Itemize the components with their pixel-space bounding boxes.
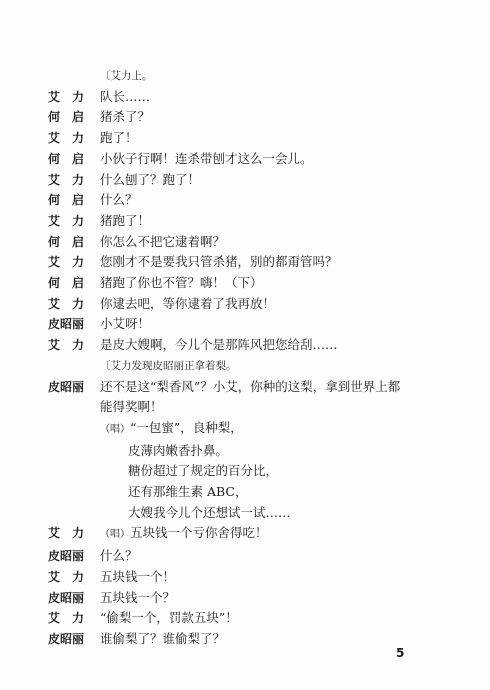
- dialogue-text: 小伙子行啊！连杀带刨才这么一会儿。: [100, 150, 313, 166]
- song-text-container: [100, 523, 468, 546]
- dialogue-line: [48, 567, 468, 588]
- dialogue-text: 你逮去吧，等你逮着了我再放！: [100, 295, 276, 311]
- dialogue-line: [48, 273, 468, 294]
- dialogue-continuation: [48, 397, 468, 418]
- sing-marker: （唱）: [100, 529, 130, 541]
- dialogue-line: [48, 546, 468, 567]
- speaker-name: 艾 力: [48, 131, 85, 146]
- page-number: 5: [396, 646, 405, 660]
- stage-direction-text: 〔艾力上。: [100, 70, 153, 82]
- song-text: 大嫂我今儿个还想试一试……: [128, 504, 291, 520]
- speaker-name: 何 启: [48, 193, 85, 208]
- song-line: [48, 461, 468, 482]
- dialogue-line: [48, 629, 468, 650]
- dialogue-text: 是皮大嫂啊，今儿个是那阵风把您给刮……: [100, 337, 338, 353]
- dialogue-text: 五块钱一个！: [100, 568, 176, 584]
- song-text: 还有那维生素 ABC，: [128, 484, 248, 500]
- speaker-name: 艾 力: [48, 213, 85, 228]
- dialogue-text: 小艾呀！: [100, 316, 151, 332]
- speaker-name: 艾 力: [48, 172, 85, 187]
- speaker-name: 艾 力: [48, 338, 85, 353]
- dialogue-line: [48, 87, 468, 108]
- dialogue-text: 什么？: [100, 548, 138, 564]
- speaker-name: 皮昭丽: [48, 379, 85, 394]
- speaker-name: 艾 力: [48, 611, 85, 626]
- dialogue-line: [48, 377, 468, 398]
- speaker-name: 皮昭丽: [48, 317, 85, 332]
- speaker-name: 艾 力: [48, 255, 85, 270]
- song-line: [48, 418, 468, 441]
- dialogue-text: 什么刨了？跑了！: [100, 171, 201, 187]
- stage-direction: [48, 356, 468, 377]
- speaker-name: 何 启: [48, 234, 85, 249]
- dialogue-text: 谁偷梨了？谁偷梨了？: [100, 630, 226, 646]
- dialogue-text: 五块钱一个亏你舍得吃！: [130, 525, 268, 541]
- dialogue-line: [48, 128, 468, 149]
- dialogue-text: 猪杀了？: [100, 109, 151, 125]
- speaker-name: 艾 力: [48, 89, 85, 104]
- dialogue-line: [48, 107, 468, 128]
- dialogue-text: 什么？: [100, 192, 138, 208]
- speaker-name: 何 启: [48, 276, 85, 291]
- dialogue-line: [48, 335, 468, 356]
- song-text: 皮薄肉嫩香扑鼻。: [128, 442, 229, 458]
- dialogue-text: 还不是这“梨香风”？小艾，你种的这梨，拿到世界上都: [100, 378, 401, 394]
- dialogue-text: 队长……: [100, 88, 151, 104]
- dialogue-line: [48, 149, 468, 170]
- dialogue-line: [48, 608, 468, 629]
- stage-direction-text: 〔艾力发现皮昭丽正拿着梨。: [100, 359, 237, 372]
- dialogue-text: 五块钱一个？: [100, 589, 176, 605]
- song-text-container: [100, 418, 468, 441]
- speaker-name: 何 启: [48, 110, 85, 125]
- speaker-name: 艾 力: [48, 296, 85, 311]
- dialogue-text: 跑了！: [100, 130, 138, 146]
- dialogue-line: [48, 170, 468, 191]
- speaker-name: 何 启: [48, 151, 85, 166]
- speaker-name: 皮昭丽: [48, 631, 85, 646]
- dialogue-text: 猪跑了！: [100, 212, 151, 228]
- speaker-name: 艾 力: [48, 526, 85, 541]
- dialogue-text: “偷梨一个，罚款五块”！: [100, 610, 238, 626]
- dialogue-text: 你怎么不把它逮着啊？: [100, 233, 226, 249]
- song-line: [48, 503, 468, 524]
- song-line: [48, 441, 468, 462]
- speaker-name: 皮昭丽: [48, 590, 85, 605]
- dialogue-line: [48, 190, 468, 211]
- dialogue-line: [48, 294, 468, 315]
- dialogue-text: 猪跑了你也不管？嗨！（下）: [100, 275, 263, 291]
- script-body: [48, 66, 468, 650]
- song-text: “一包蜜”，良种梨，: [130, 419, 243, 435]
- dialogue-text: 您刚才不是要我只管杀猪，别的都甭管吗？: [100, 254, 338, 270]
- speaker-name: 皮昭丽: [48, 549, 85, 564]
- sing-marker: （唱）: [100, 423, 130, 435]
- dialogue-line: [48, 314, 468, 335]
- speaker-name: 艾 力: [48, 569, 85, 584]
- dialogue-line: [48, 523, 468, 546]
- stage-direction: [48, 66, 468, 87]
- dialogue-text: 能得奖啊！: [100, 399, 163, 415]
- dialogue-line: [48, 232, 468, 253]
- dialogue-line: [48, 588, 468, 609]
- song-text: 糖份超过了规定的百分比，: [128, 463, 279, 479]
- dialogue-line: [48, 211, 468, 232]
- dialogue-line: [48, 252, 468, 273]
- song-line: [48, 482, 468, 503]
